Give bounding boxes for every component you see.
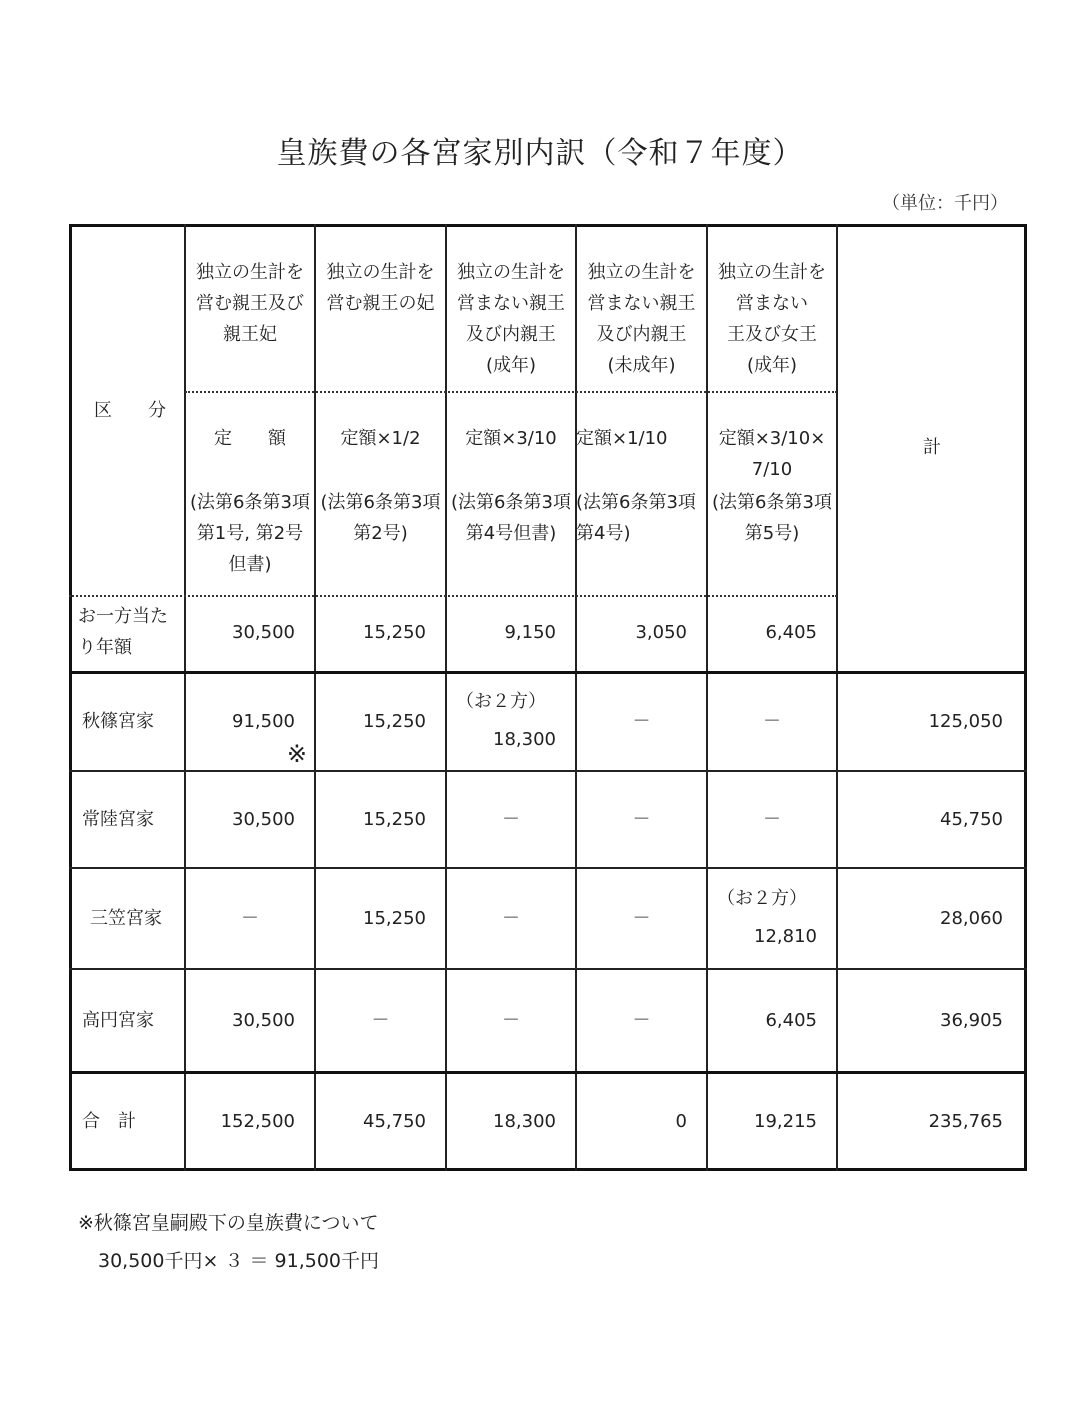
cell-value: － [371,1009,390,1031]
column-2-formula-line-1: 定額×1/2 [340,428,421,449]
column-4-name-line-3: 及び内親王 [596,324,687,345]
column-3-name-line-4: (成年) [485,355,537,376]
column-1-name-line-1: 独立の生計を [196,262,304,283]
per-person-label-line-1: お一方当た [78,606,168,627]
cell-value: 18,300 [493,728,556,750]
page-title: 皇族費の各宮家別内訳（令和７年度） [276,136,804,171]
sum-value: 0 [675,1111,687,1132]
cell-value: 15,250 [363,710,426,732]
column-3-law-line-1: (法第6条第3項 [451,492,571,513]
column-3-law-line-2: 第4号但書) [465,523,557,544]
per-person-amount: 3,050 [635,622,687,643]
column-5-name-line-4: (成年) [746,355,798,376]
cell-value: 15,250 [363,808,426,830]
household-name: 常陸宮家 [82,808,154,830]
per-person-amount: 6,405 [765,622,817,643]
footnote-line-1: ※秋篠宮皇嗣殿下の皇族費について [78,1212,379,1234]
column-5-formula-line-2: 7/10 [751,459,793,480]
household-total: 36,905 [940,1009,1003,1031]
row-divider [69,968,1027,970]
unit-label: （単位：千円） [882,193,1008,214]
household-total: 45,750 [940,808,1003,830]
column-4-name-line-2: 営まない親王 [587,293,696,314]
column-4-formula-line-1: 定額×1/10 [576,428,668,449]
column-2-law-line-2: 第2号) [353,523,408,544]
cell-value: － [241,907,259,929]
cell-value: － [502,907,520,929]
household-name: 秋篠宮家 [82,710,154,732]
row-divider [69,770,1027,772]
total-column-label: 計 [923,437,941,458]
column-3-formula-line-1: 定額×3/10 [465,428,557,449]
column-3-name-line-3: 及び内親王 [466,324,556,345]
column-5-name-line-1: 独立の生計を [718,262,826,283]
column-2-name-line-2: 営む親王の妃 [326,293,435,314]
column-4-name-line-4: (未成年) [607,355,676,376]
column-1-formula-line-1: 定 額 [214,428,286,449]
column-5-law-line-1: (法第6条第3項 [712,492,832,513]
per-person-amount: 15,250 [363,622,426,643]
column-1-law-line-2: 第1号, 第2号 [196,523,304,544]
cell-value: 6,405 [765,1009,817,1031]
household-total: 28,060 [940,907,1003,929]
cell-value: － [502,1009,520,1031]
household-name: 高円宮家 [82,1009,154,1031]
sum-row-rule [69,1071,1027,1074]
cell-value: － [502,808,520,830]
footnote-mark: ※ [286,739,307,768]
row-divider [69,867,1027,869]
header-dotted-divider [69,595,837,597]
footnote-line-2: 30,500千円× ３ ＝ 91,500千円 [98,1250,380,1272]
cell-value: 91,500 [232,710,295,732]
sum-row-label: 合 計 [82,1111,136,1132]
per-person-amount: 30,500 [232,622,295,643]
column-5-name-line-2: 営まない [736,293,808,314]
column-2-law-line-1: (法第6条第3項 [320,492,441,513]
column-3-name-line-1: 独立の生計を [457,262,565,283]
cell-note: （お２方） [717,887,807,909]
column-5-law-line-2: 第5号) [744,523,800,544]
cell-value: － [632,907,651,929]
header-dotted-divider [185,391,837,393]
column-4-law-line-2: 第4号) [576,523,631,544]
column-1-law-line-1: (法第6条第3項 [190,492,310,513]
column-4-law-line-1: (法第6条第3項 [576,492,696,513]
per-person-amount: 9,150 [504,622,556,643]
cell-value: 15,250 [363,907,426,929]
sum-value: 45,750 [363,1111,426,1132]
cell-value: － [632,1009,651,1031]
sum-value: 152,500 [220,1111,295,1132]
column-1-law-line-3: 但書) [228,554,272,575]
sum-value: 18,300 [493,1111,556,1132]
cell-value: 12,810 [754,925,817,947]
household-total: 125,050 [928,710,1003,732]
column-4-name-line-1: 独立の生計を [587,262,696,283]
column-5-name-line-3: 王及び女王 [727,324,817,345]
column-1-name-line-3: 親王妃 [223,324,277,345]
cell-note: （お２方） [456,690,546,712]
cell-value: 30,500 [232,808,295,830]
household-name: 三笠宮家 [90,907,162,929]
cell-value: － [763,710,781,732]
cell-value: 30,500 [232,1009,295,1031]
cell-value: － [632,808,651,830]
column-1-name-line-2: 営む親王及び [196,293,304,314]
per-person-label-line-2: り年額 [78,637,132,658]
sum-value: 19,215 [754,1111,817,1132]
column-5-formula-line-1: 定額×3/10× [718,428,826,449]
category-label: 区 分 [94,400,166,421]
grand-total: 235,765 [928,1111,1003,1132]
cell-value: － [763,808,781,830]
column-2-name-line-1: 独立の生計を [326,262,435,283]
header-bottom-rule [69,671,1027,674]
cell-value: － [632,710,651,732]
column-3-name-line-2: 営まない親王 [457,293,565,314]
